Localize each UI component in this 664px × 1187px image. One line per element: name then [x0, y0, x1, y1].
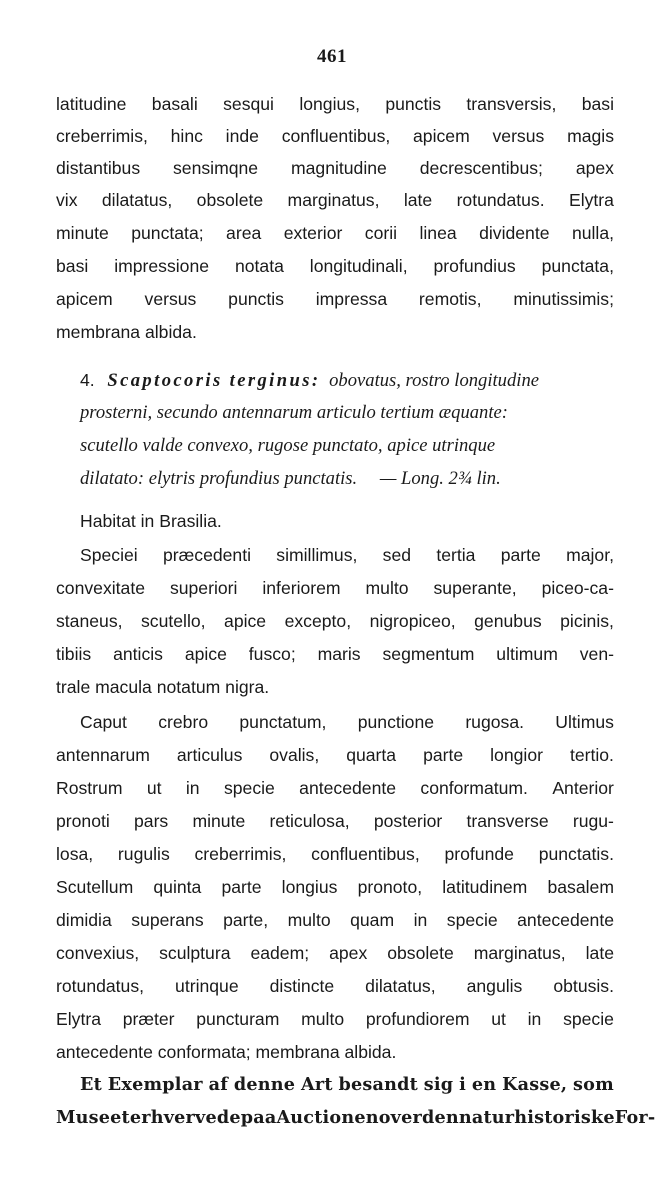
text-line: antennarum articulus ovalis, quarta parte longior tertio. [56, 745, 614, 765]
text-line: minute punctata; area exterior corii linea dividente nulla, [56, 223, 614, 243]
text-line: rotundatus, utrinque distincte dilatatus, angulis obtusis. [56, 976, 614, 996]
diagnosis-final-line [80, 467, 501, 491]
text-line-danish: Museet erhvervede paa Auctionen over den naturhistoriske For- [56, 1107, 656, 1128]
page-number: 461 [317, 46, 347, 67]
text-line: creberrimis, hinc inde confluentibus, apicem versus magis [56, 126, 614, 146]
text-line: pronoti pars minute reticulosa, posterior transverse rugu- [56, 811, 614, 831]
text-line: Scutellum quinta parte longius pronoto, latitudinem basalem [56, 877, 614, 897]
text-line: losa, rugulis creberrimis, confluentibus, profunde punctatis. [56, 844, 614, 864]
text-line: Caput crebro punctatum, punctione rugosa. Ultimus [80, 712, 614, 732]
text-line: basi impressione notata longitudinali, profundius punctata, [56, 256, 614, 276]
species-name: Scaptocoris terginus: [107, 370, 321, 391]
text-line: Elytra præter puncturam multo profundiorem ut in specie [56, 1009, 614, 1029]
text-line: trale macula notatum nigra. [56, 677, 270, 697]
text-line: Rostrum ut in specie antecedente conformatum. Anterior [56, 778, 614, 798]
text-line: antecedente conformata; membrana albida. [56, 1042, 397, 1062]
text-line: vix dilatatus, obsolete marginatus, late rotundatus. Elytra [56, 190, 614, 210]
diagnosis-line: prosterni, secundo antennarum articulo tertium æquante: [80, 402, 508, 423]
text-line: latitudine basali sesqui longius, punctis transversis, basi [56, 94, 614, 114]
species-number: 4. [80, 370, 95, 390]
species-heading [80, 368, 614, 393]
text-line: convexius, sculptura eadem; apex obsolete marginatus, late [56, 943, 614, 963]
text-line: Speciei præcedenti simillimus, sed tertia parte major, [80, 545, 614, 565]
text-line-danish: Et Exemplar af denne Art besandt sig i en Kasse, som [80, 1074, 614, 1095]
text-line: distantibus sensimqne magnitudine decrescentibus; apex [56, 158, 614, 178]
text-line: apicem versus punctis impressa remotis, minutissimis; [56, 289, 614, 309]
text-line: staneus, scutello, apice excepto, nigropiceo, genubus picinis, [56, 611, 614, 631]
text-line: tibiis anticis apice fusco; maris segmentum ultimum ven- [56, 644, 614, 664]
text-line: convexitate superiori inferiorem multo superante, piceo-ca- [56, 578, 614, 598]
habitat-line: Habitat in Brasilia. [80, 511, 222, 531]
diagnosis-line: dilatato: elytris profundius punctatis. [80, 468, 358, 489]
text-line: membrana albida. [56, 322, 197, 342]
diagnosis-line: scutello valde convexo, rugose punctato, apice utrinque [80, 435, 496, 456]
species-length: — Long. 2¾ lin. [379, 468, 501, 489]
text-line: dimidia superans parte, multo quam in specie antecedente [56, 910, 614, 930]
diagnosis-line: obovatus, rostro longitudine [329, 370, 539, 391]
